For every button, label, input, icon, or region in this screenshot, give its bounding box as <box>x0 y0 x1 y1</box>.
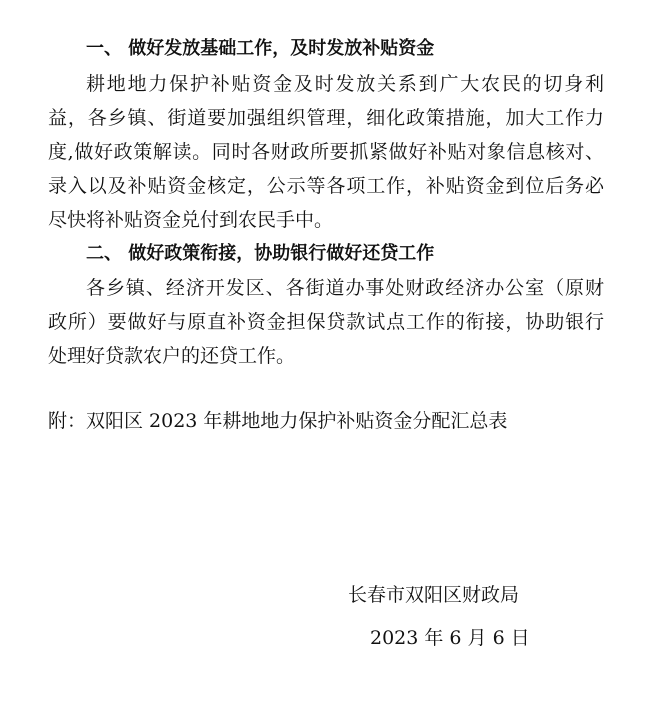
section-1-line-4: 录入以及补贴资金核定，公示等各项工作，补贴资金到位后务必 <box>48 175 604 197</box>
section-1-line-3: 度,做好政策解读。同时各财政所要抓紧做好补贴对象信息核对、 <box>48 141 604 163</box>
issuing-organization: 长春市双阳区财政局 <box>348 584 520 606</box>
section-1-line-2: 益，各乡镇、街道要加强组织管理，细化政策措施，加大工作力 <box>48 107 604 129</box>
issue-date: 2023 年 6 月 6 日 <box>370 627 530 649</box>
section-1-heading: 一、 做好发放基础工作，及时发放补贴资金 <box>86 38 435 59</box>
section-1-line-5: 尽快将补贴资金兑付到农民手中。 <box>48 209 334 231</box>
section-2-heading: 二、 做好政策衔接，协助银行做好还贷工作 <box>86 243 435 264</box>
section-2-line-1: 各乡镇、经济开发区、各街道办事处财政经济办公室（原财 <box>86 277 604 299</box>
attachment-note: 附：双阳区 2023 年耕地地力保护补贴资金分配汇总表 <box>48 410 508 432</box>
section-2-line-2: 政所）要做好与原直补资金担保贷款试点工作的衔接，协助银行 <box>48 311 604 333</box>
section-1-line-1: 耕地地力保护补贴资金及时发放关系到广大农民的切身利 <box>86 73 604 95</box>
section-2-line-3: 处理好贷款农户的还贷工作。 <box>48 345 296 367</box>
